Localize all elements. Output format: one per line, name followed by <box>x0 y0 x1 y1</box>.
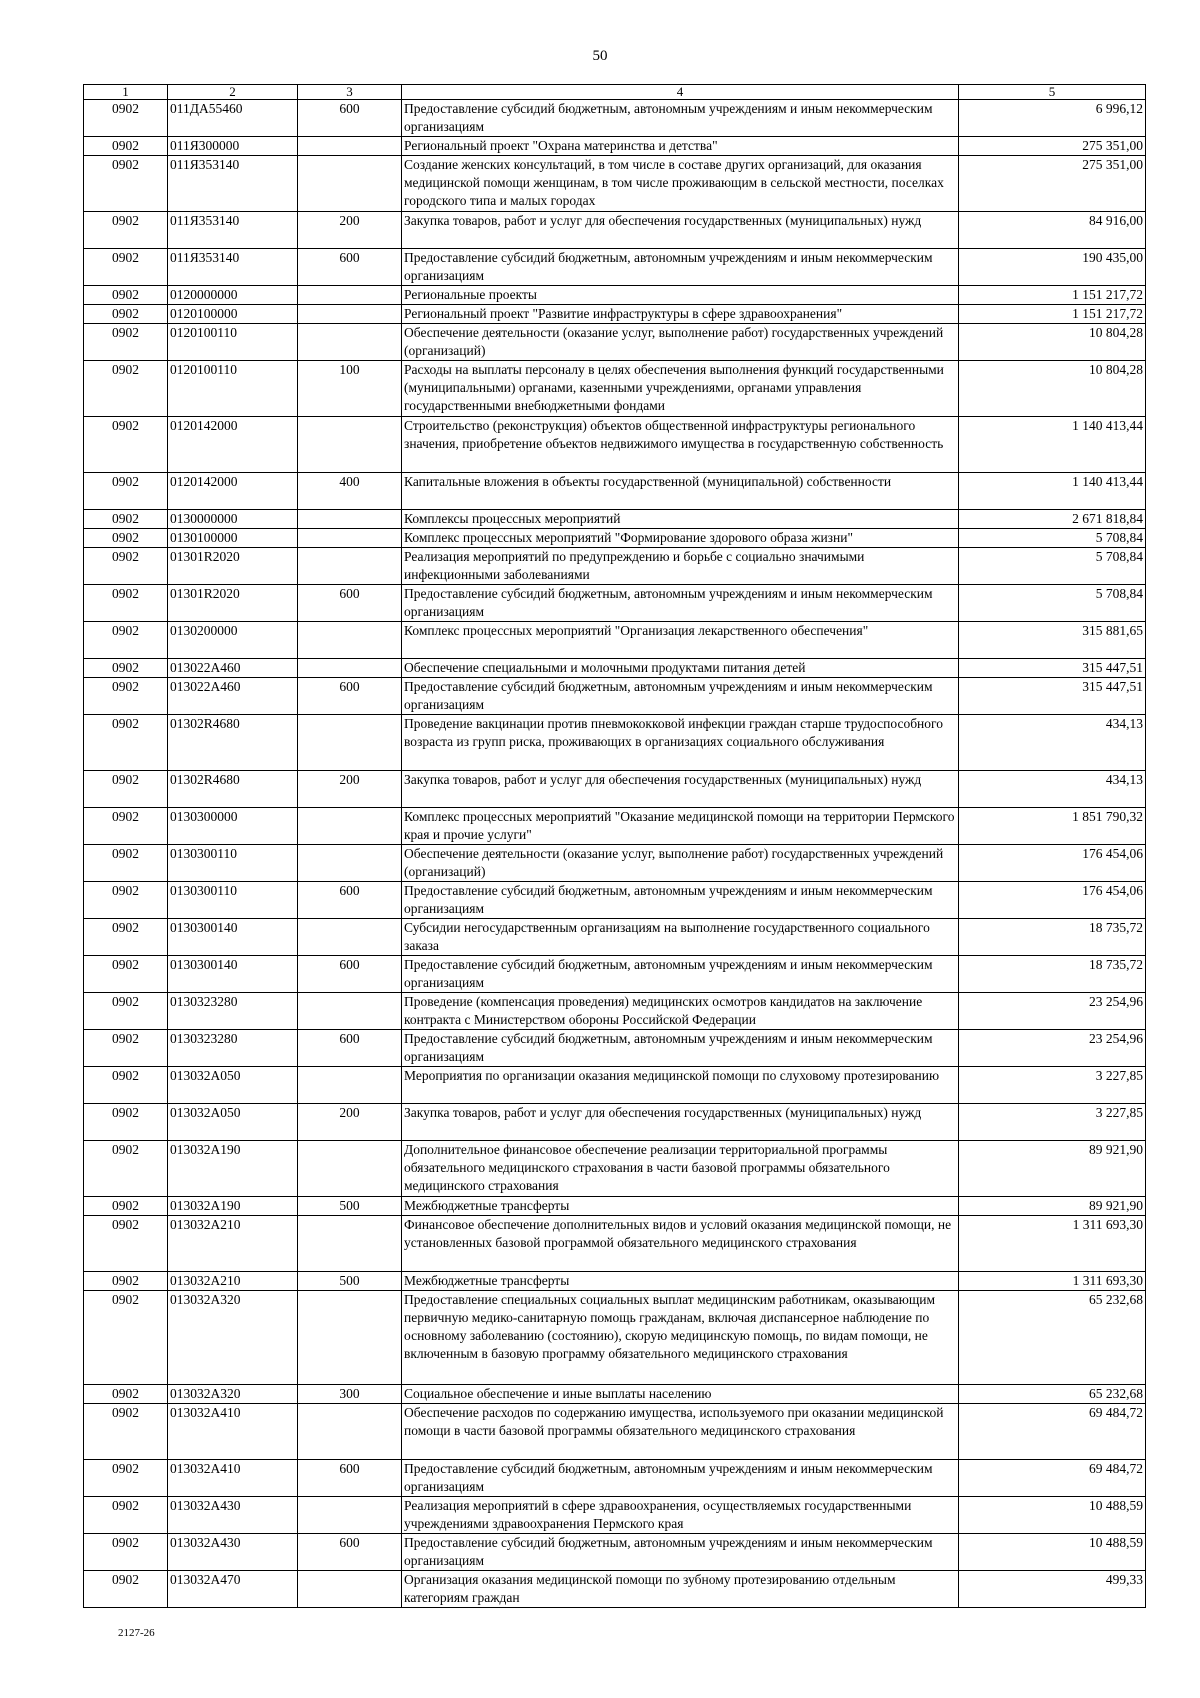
expense-type-cell: 600 <box>298 1460 402 1497</box>
expense-type-cell: 600 <box>298 678 402 715</box>
expense-type-cell <box>298 417 402 473</box>
description-cell: Закупка товаров, работ и услуг для обеспечения государственных (муниципальных) нужд <box>402 1104 959 1141</box>
target-article-cell: 013032A190 <box>168 1141 298 1197</box>
description-cell: Реализация мероприятий в сфере здравоохранения, осуществляемых государственными учреждениями здравоохранения Пермского края <box>402 1497 959 1534</box>
section-code-cell: 0902 <box>84 1216 168 1272</box>
expense-type-cell: 600 <box>298 882 402 919</box>
amount-cell: 434,13 <box>959 715 1146 771</box>
target-article-cell: 013032A050 <box>168 1067 298 1104</box>
section-code-cell: 0902 <box>84 1291 168 1385</box>
target-article-cell: 0130200000 <box>168 622 298 659</box>
table-row <box>84 882 1146 919</box>
column-header-2: 2 <box>168 85 298 100</box>
amount-cell: 1 140 413,44 <box>959 473 1146 510</box>
amount-cell: 89 921,90 <box>959 1197 1146 1216</box>
description-cell: Региональные проекты <box>402 286 959 305</box>
description-cell: Комплекс процессных мероприятий "Формирование здорового образа жизни" <box>402 529 959 548</box>
amount-cell: 315 447,51 <box>959 678 1146 715</box>
expense-type-cell <box>298 529 402 548</box>
table-row <box>84 771 1146 808</box>
section-code-cell: 0902 <box>84 1534 168 1571</box>
amount-cell: 1 311 693,30 <box>959 1216 1146 1272</box>
target-article-cell: 01301R2020 <box>168 585 298 622</box>
expense-type-cell <box>298 324 402 361</box>
section-code-cell: 0902 <box>84 1497 168 1534</box>
table-row <box>84 1291 1146 1385</box>
table-row <box>84 1571 1146 1608</box>
section-code-cell: 0902 <box>84 993 168 1030</box>
target-article-cell: 013032A410 <box>168 1404 298 1460</box>
table-row <box>84 473 1146 510</box>
description-cell: Предоставление субсидий бюджетным, автономным учреждениям и иным некоммерческим организациям <box>402 882 959 919</box>
target-article-cell: 013032A470 <box>168 1571 298 1608</box>
section-code-cell: 0902 <box>84 882 168 919</box>
description-cell: Обеспечение деятельности (оказание услуг, выполнение работ) государственных учреждений (организаций) <box>402 324 959 361</box>
table-row <box>84 808 1146 845</box>
section-code-cell: 0902 <box>84 919 168 956</box>
description-cell: Субсидии негосударственным организациям на выполнение государственного социального заказа <box>402 919 959 956</box>
description-cell: Проведение вакцинации против пневмококковой инфекции граждан старше трудоспособного возраста из групп риска, проживающих в организациях социального обслуживания <box>402 715 959 771</box>
table-row <box>84 286 1146 305</box>
target-article-cell: 0130000000 <box>168 510 298 529</box>
description-cell: Предоставление субсидий бюджетным, автономным учреждениям и иным некоммерческим организациям <box>402 585 959 622</box>
table-row <box>84 678 1146 715</box>
expense-type-cell <box>298 715 402 771</box>
description-cell: Реализация мероприятий по предупреждению и борьбе с социально значимыми инфекционными заболеваниями <box>402 548 959 585</box>
section-code-cell: 0902 <box>84 324 168 361</box>
section-code-cell: 0902 <box>84 548 168 585</box>
expense-type-cell: 600 <box>298 956 402 993</box>
expense-type-cell: 600 <box>298 249 402 286</box>
target-article-cell: 013022A460 <box>168 678 298 715</box>
section-code-cell: 0902 <box>84 1067 168 1104</box>
amount-cell: 3 227,85 <box>959 1067 1146 1104</box>
amount-cell: 1 311 693,30 <box>959 1272 1146 1291</box>
target-article-cell: 0130323280 <box>168 993 298 1030</box>
section-code-cell: 0902 <box>84 510 168 529</box>
amount-cell: 18 735,72 <box>959 956 1146 993</box>
description-cell: Обеспечение специальными и молочными продуктами питания детей <box>402 659 959 678</box>
amount-cell: 3 227,85 <box>959 1104 1146 1141</box>
amount-cell: 5 708,84 <box>959 529 1146 548</box>
section-code-cell: 0902 <box>84 156 168 212</box>
expense-type-cell <box>298 1497 402 1534</box>
description-cell: Предоставление специальных социальных выплат медицинским работникам, оказывающим первичную медико-санитарную помощь гражданам, включая диспансерное наблюдение по основному заболеванию (состоянию), скорую медицинскую помощь, по видам помощи, не включенным в базовую программу обязательного медицинского страхования <box>402 1291 959 1385</box>
table-body <box>84 100 1146 1608</box>
section-code-cell: 0902 <box>84 305 168 324</box>
amount-cell: 89 921,90 <box>959 1141 1146 1197</box>
description-cell: Закупка товаров, работ и услуг для обеспечения государственных (муниципальных) нужд <box>402 771 959 808</box>
amount-cell: 23 254,96 <box>959 1030 1146 1067</box>
section-code-cell: 0902 <box>84 1197 168 1216</box>
expense-type-cell <box>298 1404 402 1460</box>
target-article-cell: 011Я353140 <box>168 249 298 286</box>
amount-cell: 84 916,00 <box>959 212 1146 249</box>
target-article-cell: 01302R4680 <box>168 715 298 771</box>
document-code: 2127-26 <box>118 1627 155 1639</box>
section-code-cell: 0902 <box>84 771 168 808</box>
table-row <box>84 659 1146 678</box>
section-code-cell: 0902 <box>84 622 168 659</box>
section-code-cell: 0902 <box>84 1141 168 1197</box>
description-cell: Финансовое обеспечение дополнительных видов и условий оказания медицинской помощи, не установленных базовой программой обязательного медицинского страхования <box>402 1216 959 1272</box>
description-cell: Обеспечение расходов по содержанию имущества, используемого при оказании медицинской помощи в части базовой программы обязательного медицинского страхования <box>402 1404 959 1460</box>
table-row <box>84 137 1146 156</box>
target-article-cell: 0120142000 <box>168 417 298 473</box>
target-article-cell: 0130323280 <box>168 1030 298 1067</box>
target-article-cell: 0130300110 <box>168 845 298 882</box>
section-code-cell: 0902 <box>84 659 168 678</box>
table-row <box>84 1141 1146 1197</box>
expense-type-cell <box>298 1141 402 1197</box>
amount-cell: 69 484,72 <box>959 1404 1146 1460</box>
table-row <box>84 1272 1146 1291</box>
description-cell: Комплексы процессных мероприятий <box>402 510 959 529</box>
section-code-cell: 0902 <box>84 1385 168 1404</box>
section-code-cell: 0902 <box>84 845 168 882</box>
expense-type-cell: 600 <box>298 1534 402 1571</box>
amount-cell: 315 447,51 <box>959 659 1146 678</box>
description-cell: Комплекс процессных мероприятий "Оказание медицинской помощи на территории Пермского края и прочие услуги" <box>402 808 959 845</box>
table-row <box>84 417 1146 473</box>
section-code-cell: 0902 <box>84 1272 168 1291</box>
target-article-cell: 0130300140 <box>168 956 298 993</box>
expense-type-cell <box>298 137 402 156</box>
section-code-cell: 0902 <box>84 678 168 715</box>
description-cell: Комплекс процессных мероприятий "Организация лекарственного обеспечения" <box>402 622 959 659</box>
column-header-3: 3 <box>298 85 402 100</box>
amount-cell: 190 435,00 <box>959 249 1146 286</box>
expense-type-cell: 600 <box>298 1030 402 1067</box>
amount-cell: 315 881,65 <box>959 622 1146 659</box>
table-row <box>84 100 1146 137</box>
amount-cell: 176 454,06 <box>959 882 1146 919</box>
target-article-cell: 011Я300000 <box>168 137 298 156</box>
amount-cell: 275 351,00 <box>959 137 1146 156</box>
description-cell: Проведение (компенсация проведения) медицинских осмотров кандидатов на заключение контракта с Министерством обороны Российской Федерации <box>402 993 959 1030</box>
target-article-cell: 01302R4680 <box>168 771 298 808</box>
section-code-cell: 0902 <box>84 1460 168 1497</box>
table-row <box>84 1104 1146 1141</box>
table-row <box>84 1497 1146 1534</box>
table-row <box>84 622 1146 659</box>
table-row <box>84 510 1146 529</box>
description-cell: Предоставление субсидий бюджетным, автономным учреждениям и иным некоммерческим организациям <box>402 100 959 137</box>
expense-type-cell <box>298 1067 402 1104</box>
section-code-cell: 0902 <box>84 808 168 845</box>
page-number: 50 <box>592 48 608 64</box>
expense-type-cell: 600 <box>298 100 402 137</box>
section-code-cell: 0902 <box>84 473 168 510</box>
amount-cell: 434,13 <box>959 771 1146 808</box>
expense-type-cell <box>298 659 402 678</box>
description-cell: Расходы на выплаты персоналу в целях обеспечения выполнения функций государственными (муниципальными) органами, казенными учреждениями, органами управления государственными внебюджетными фондами <box>402 361 959 417</box>
section-code-cell: 0902 <box>84 1030 168 1067</box>
expense-type-cell: 200 <box>298 1104 402 1141</box>
target-article-cell: 013032A320 <box>168 1291 298 1385</box>
description-cell: Региональный проект "Охрана материнства и детства" <box>402 137 959 156</box>
table-row <box>84 1404 1146 1460</box>
amount-cell: 10 804,28 <box>959 361 1146 417</box>
table-row <box>84 212 1146 249</box>
description-cell: Предоставление субсидий бюджетным, автономным учреждениям и иным некоммерческим организациям <box>402 1534 959 1571</box>
amount-cell: 176 454,06 <box>959 845 1146 882</box>
target-article-cell: 013032A210 <box>168 1216 298 1272</box>
section-code-cell: 0902 <box>84 956 168 993</box>
target-article-cell: 011Я353140 <box>168 156 298 212</box>
table-row <box>84 845 1146 882</box>
table-row <box>84 1197 1146 1216</box>
column-header-4: 4 <box>402 85 959 100</box>
expense-type-cell: 200 <box>298 771 402 808</box>
description-cell: Капитальные вложения в объекты государственной (муниципальной) собственности <box>402 473 959 510</box>
target-article-cell: 013032A320 <box>168 1385 298 1404</box>
section-code-cell: 0902 <box>84 715 168 771</box>
target-article-cell: 013032A430 <box>168 1497 298 1534</box>
section-code-cell: 0902 <box>84 249 168 286</box>
target-article-cell: 0130100000 <box>168 529 298 548</box>
target-article-cell: 0130300000 <box>168 808 298 845</box>
table-row <box>84 156 1146 212</box>
amount-cell: 23 254,96 <box>959 993 1146 1030</box>
section-code-cell: 0902 <box>84 361 168 417</box>
amount-cell: 1 151 217,72 <box>959 305 1146 324</box>
target-article-cell: 011ДА55460 <box>168 100 298 137</box>
target-article-cell: 0130300140 <box>168 919 298 956</box>
table-row <box>84 956 1146 993</box>
column-header-1: 1 <box>84 85 168 100</box>
amount-cell: 10 488,59 <box>959 1497 1146 1534</box>
table-row <box>84 249 1146 286</box>
table-row <box>84 993 1146 1030</box>
table-row <box>84 1534 1146 1571</box>
expense-type-cell: 200 <box>298 212 402 249</box>
expense-type-cell: 500 <box>298 1272 402 1291</box>
section-code-cell: 0902 <box>84 417 168 473</box>
target-article-cell: 013032A190 <box>168 1197 298 1216</box>
expense-type-cell: 400 <box>298 473 402 510</box>
amount-cell: 1 151 217,72 <box>959 286 1146 305</box>
description-cell: Предоставление субсидий бюджетным, автономным учреждениям и иным некоммерческим организациям <box>402 678 959 715</box>
expense-type-cell: 100 <box>298 361 402 417</box>
target-article-cell: 0120100110 <box>168 324 298 361</box>
amount-cell: 69 484,72 <box>959 1460 1146 1497</box>
expense-type-cell: 300 <box>298 1385 402 1404</box>
target-article-cell: 0130300110 <box>168 882 298 919</box>
table-row <box>84 305 1146 324</box>
description-cell: Предоставление субсидий бюджетным, автономным учреждениям и иным некоммерческим организациям <box>402 1030 959 1067</box>
column-header-5: 5 <box>959 85 1146 100</box>
table-row <box>84 715 1146 771</box>
section-code-cell: 0902 <box>84 1104 168 1141</box>
target-article-cell: 0120100110 <box>168 361 298 417</box>
expense-type-cell <box>298 808 402 845</box>
target-article-cell: 013022A460 <box>168 659 298 678</box>
table-row <box>84 919 1146 956</box>
amount-cell: 10 488,59 <box>959 1534 1146 1571</box>
expense-type-cell <box>298 510 402 529</box>
description-cell: Закупка товаров, работ и услуг для обеспечения государственных (муниципальных) нужд <box>402 212 959 249</box>
description-cell: Предоставление субсидий бюджетным, автономным учреждениям и иным некоммерческим организациям <box>402 1460 959 1497</box>
amount-cell: 65 232,68 <box>959 1385 1146 1404</box>
section-code-cell: 0902 <box>84 137 168 156</box>
target-article-cell: 013032A410 <box>168 1460 298 1497</box>
amount-cell: 10 804,28 <box>959 324 1146 361</box>
expense-type-cell <box>298 1216 402 1272</box>
table-row <box>84 361 1146 417</box>
target-article-cell: 0120142000 <box>168 473 298 510</box>
expense-type-cell <box>298 548 402 585</box>
description-cell: Предоставление субсидий бюджетным, автономным учреждениям и иным некоммерческим организациям <box>402 249 959 286</box>
description-cell: Предоставление субсидий бюджетным, автономным учреждениям и иным некоммерческим организациям <box>402 956 959 993</box>
section-code-cell: 0902 <box>84 529 168 548</box>
amount-cell: 5 708,84 <box>959 585 1146 622</box>
description-cell: Межбюджетные трансферты <box>402 1197 959 1216</box>
expense-type-cell <box>298 1571 402 1608</box>
expense-type-cell <box>298 305 402 324</box>
expense-type-cell <box>298 919 402 956</box>
table-header <box>84 85 1146 100</box>
target-article-cell: 013032A050 <box>168 1104 298 1141</box>
section-code-cell: 0902 <box>84 585 168 622</box>
expense-type-cell <box>298 156 402 212</box>
description-cell: Организация оказания медицинской помощи по зубному протезированию отдельным категориям граждан <box>402 1571 959 1608</box>
target-article-cell: 01301R2020 <box>168 548 298 585</box>
section-code-cell: 0902 <box>84 100 168 137</box>
expense-type-cell <box>298 1291 402 1385</box>
table-row <box>84 548 1146 585</box>
expense-type-cell <box>298 622 402 659</box>
table-row <box>84 1216 1146 1272</box>
table-row <box>84 585 1146 622</box>
expense-type-cell <box>298 845 402 882</box>
section-code-cell: 0902 <box>84 1571 168 1608</box>
table-row <box>84 1030 1146 1067</box>
amount-cell: 65 232,68 <box>959 1291 1146 1385</box>
section-code-cell: 0902 <box>84 212 168 249</box>
amount-cell: 499,33 <box>959 1571 1146 1608</box>
target-article-cell: 013032A430 <box>168 1534 298 1571</box>
table-row <box>84 1385 1146 1404</box>
table-row <box>84 324 1146 361</box>
section-code-cell: 0902 <box>84 1404 168 1460</box>
target-article-cell: 013032A210 <box>168 1272 298 1291</box>
description-cell: Обеспечение деятельности (оказание услуг, выполнение работ) государственных учреждений (организаций) <box>402 845 959 882</box>
expense-type-cell <box>298 286 402 305</box>
description-cell: Строительство (реконструкция) объектов общественной инфраструктуры регионального значения, приобретение объектов недвижимого имущества в государственную собственность <box>402 417 959 473</box>
description-cell: Социальное обеспечение и иные выплаты населению <box>402 1385 959 1404</box>
description-cell: Межбюджетные трансферты <box>402 1272 959 1291</box>
expense-type-cell: 500 <box>298 1197 402 1216</box>
description-cell: Дополнительное финансовое обеспечение реализации территориальной программы обязательного медицинского страхования в части базовой программы обязательного медицинского страхования <box>402 1141 959 1197</box>
amount-cell: 1 140 413,44 <box>959 417 1146 473</box>
table-row <box>84 529 1146 548</box>
budget-table <box>83 84 1146 1608</box>
expense-type-cell: 600 <box>298 585 402 622</box>
amount-cell: 275 351,00 <box>959 156 1146 212</box>
target-article-cell: 0120000000 <box>168 286 298 305</box>
description-cell: Мероприятия по организации оказания медицинской помощи по слуховому протезированию <box>402 1067 959 1104</box>
expense-type-cell <box>298 993 402 1030</box>
amount-cell: 6 996,12 <box>959 100 1146 137</box>
amount-cell: 1 851 790,32 <box>959 808 1146 845</box>
target-article-cell: 011Я353140 <box>168 212 298 249</box>
table-row <box>84 1067 1146 1104</box>
description-cell: Региональный проект "Развитие инфраструктуры в сфере здравоохранения" <box>402 305 959 324</box>
amount-cell: 18 735,72 <box>959 919 1146 956</box>
description-cell: Создание женских консультаций, в том числе в составе других организаций, для оказания медицинской помощи женщинам, в том числе проживающим в сельской местности, поселках городского типа и малых городах <box>402 156 959 212</box>
section-code-cell: 0902 <box>84 286 168 305</box>
amount-cell: 5 708,84 <box>959 548 1146 585</box>
amount-cell: 2 671 818,84 <box>959 510 1146 529</box>
table-row <box>84 1460 1146 1497</box>
target-article-cell: 0120100000 <box>168 305 298 324</box>
